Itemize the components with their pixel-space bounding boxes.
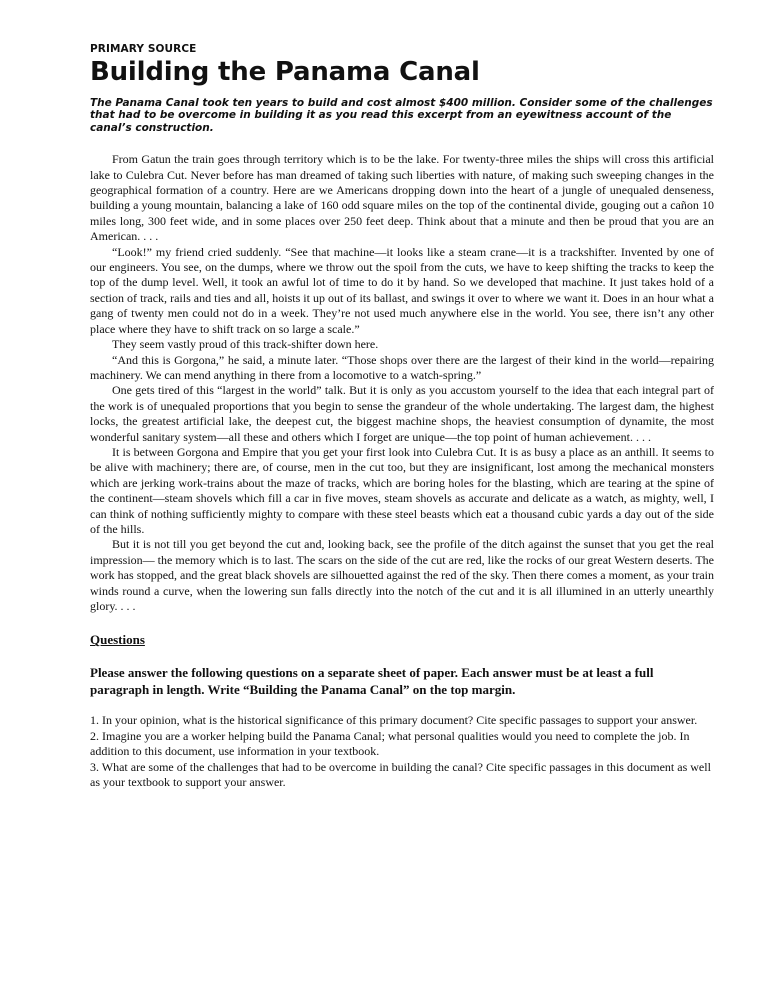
excerpt-paragraph: “And this is Gorgona,” he said, a minute later. “Those shops over there are the largest of their kind in the world—repairing machinery. We can mend anything in there from a locomotive to a watch-spring.” — [90, 352, 714, 382]
questions-instructions: Please answer the following questions on a separate sheet of paper. Each answer must be at least a full paragraph in length. Write “Building the Panama Canal” on the top margin. — [90, 665, 654, 698]
questions-heading: Questions — [90, 632, 145, 648]
question-item: 3. What are some of the challenges that had to be overcome in building the canal? Cite specific passages in this document as well as your textbook to support your answer. — [90, 759, 711, 790]
excerpt-paragraph: It is between Gorgona and Empire that you get your first look into Culebra Cut. It is as busy a place as an anthill. It seems to be alive with machinery; there are, of course, men in the cut too, but they are insignificant, lost among the mechanical monsters which are jerking work-trains about the maze of tracks, which are boring holes for the blasting, which are tearing at the spine of the continent—steam shovels which fill a car in five moves, steam shovels as accurate and delicate as a watch, as mighty, well, I can think of nothing sufficiently mighty to compare with these steel beasts which eat a thousand cubic yards a day out of the side of the hills. — [90, 444, 714, 536]
excerpt-paragraph: “Look!” my friend cried suddenly. “See that machine—it looks like a steam crane—it is a trackshifter. Invented by one of our engineers. You see, on the dumps, where we throw out the spoil from the cuts, we have to keep shifting the tracks to keep the top of the dump level. Well, it took an awful lot of time to do it by hand. So we developed that machine. It just takes hold of a section of track, rails and ties and all, hoists it up out of its ballast, and swings it over to where we want it. Does in an hour what a gang of twenty men could not do in a week. They’re not used much anywhere else in the world. You see, there isn’t any other place where they have to shift track on so large a scale.” — [90, 244, 714, 336]
excerpt-paragraph: From Gatun the train goes through territory which is to be the lake. For twenty-three miles the ships will cross this artificial lake to Culebra Cut. Never before has man dreamed of taking such liberties with nature, of making such sweeping changes in the geographical formation of a country. Here are we Americans dropping down into the heart of a jungle of unequaled denseness, building a young mountain, balancing a lake of 160 odd square miles on the top of the continental divide, gouging out a cañon 10 miles long, 300 feet wide, and in some places over 250 feet deep. Think about that a minute and then be proud that you are an American. . . . — [90, 152, 714, 244]
excerpt-paragraph: But it is not till you get beyond the cut and, looking back, see the profile of the ditch against the sunset that you get the real impression— the memory which is to last. The scars on the side of the cut are red, like the rocks of our great Western deserts. The work has stopped, and the great black shovels are silhouetted against the red of the sky. Then there comes a moment, as your train winds round a curve, when the lowering sun falls directly into the notch of the cut and it is all illumined in an utterly unearthly glory. . . . — [90, 537, 714, 613]
excerpt-body — [90, 152, 714, 614]
intro-text: The Panama Canal took ten years to build and cost almost $400 million. Consider some of the challenges that had to be overcome in building it as you read this excerpt from an eyewitness account of the canal’s construction. — [90, 97, 713, 134]
source-type-label: PRIMARY SOURCE — [90, 43, 197, 55]
question-list — [90, 713, 714, 790]
excerpt-paragraph: One gets tired of this “largest in the world” talk. But it is only as you accustom yourself to the idea that each integral part of the work is of unequaled proportions that you begin to sense the grandeur of the whole undertaking. The largest dam, the highest locks, the greatest artificial lake, the deepest cut, the biggest machine shops, the heaviest consumption of dynamite, the most wonderful sanitary system—all these and others which I forget are unique—the top point of human achievement. . . . — [90, 383, 714, 444]
document-title: Building the Panama Canal — [90, 57, 480, 87]
excerpt-paragraph: They seem vastly proud of this track-shifter down here. — [112, 337, 379, 352]
question-item: 1. In your opinion, what is the historical significance of this primary document? Cite specific passages to support your answer. — [90, 713, 698, 728]
document-page — [90, 42, 714, 790]
question-item: 2. Imagine you are a worker helping build the Panama Canal; what personal qualities would you need to complete the job. In addition to this document, use information in your textbook. — [90, 728, 690, 759]
